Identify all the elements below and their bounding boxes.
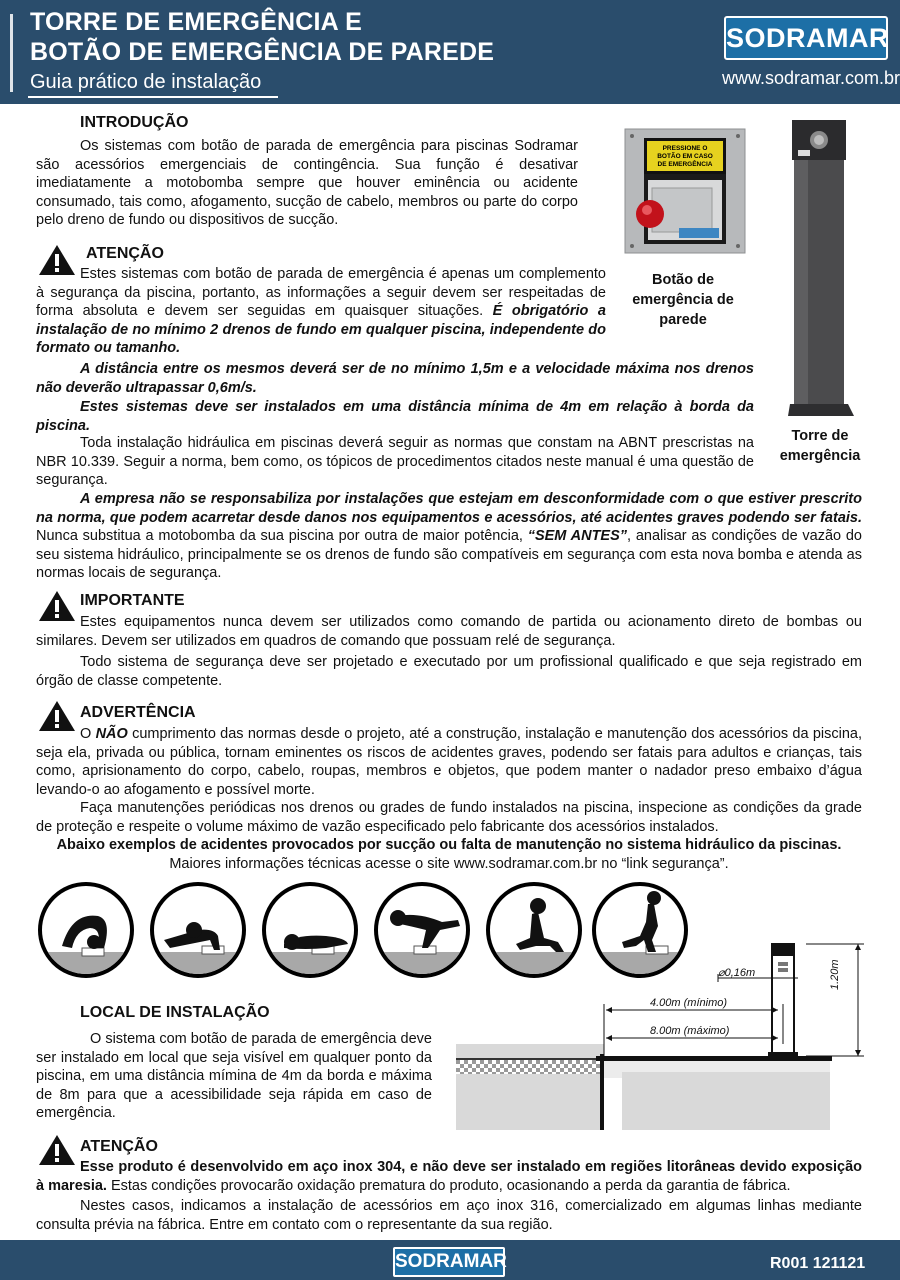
warning-paragraph-3 <box>36 836 862 873</box>
subtitle: Guia prático de instalação <box>30 71 262 93</box>
disclaimer-text: A empresa não se responsabiliza por instalações que estejam em desconformidade com o que estiver prescrito na norma, que podem acarretar desde danos nos equipamentos e acessórios, até acidentes graves podendo ser fatais. <box>36 491 862 526</box>
svg-text:BOTÃO EM CASO: BOTÃO EM CASO <box>657 153 713 160</box>
marine-exposure-text: Esse produto é desenvolvido em aço inox 304, e não deve ser instalado em regiões litorâneas devido exposição à maresia. <box>36 1159 862 1194</box>
min-distance-label: 4.00m (mínimo) <box>650 997 728 1009</box>
attention-bold-text: É obrigatório a instalação de no mínimo 2 drenos de fundo em qualquer piscina, independente do formato ou tamanho. <box>36 303 606 356</box>
attention-text: Estes sistemas com botão de parada de emergência é apenas um complemento à segurança da piscina, portanto, as informações a seguir devem ser respeitadas de forma absoluta e devem ser seguidas em quaisquer situações. <box>36 266 606 319</box>
warning-paragraph-1 <box>36 725 862 799</box>
attention-paragraph-4: Toda instalação hidráulica em piscinas deverá seguir as normas que constam na ABNT prescristas na NBR 10.339. Seguir a norma, bem como, os tópicos de procedimentos citados neste manual é uma questão de segurança. <box>36 435 754 488</box>
location-heading: LOCAL DE INSTALAÇÃO <box>80 1004 270 1021</box>
accident-illustration-2 <box>150 882 246 978</box>
sem-antes-text: “SEM ANTES” <box>527 528 628 544</box>
accident-examples-text: Abaixo exemplos de acidentes provocados por sucção ou falta de manutenção no sistema hidráulico da piscinas. <box>56 837 842 853</box>
warning-text-start: O <box>80 726 92 742</box>
important-paragraph-2: Todo sistema de segurança deve ser projetado e executado por um profissional qualificado e que seja registrado em órgão de classe competente. <box>36 654 862 689</box>
attention-heading: ATENÇÃO <box>86 245 164 262</box>
more-info-text: Maiores informações técnicas acesse o site www.sodramar.com.br no “link segurança”. <box>169 855 729 872</box>
motor-pump-text: Nunca substitua a motobomba da sua piscina por outra de maior potência, <box>36 528 523 544</box>
diameter-label: ⌀0,16m <box>718 967 756 979</box>
wall-button-caption: Botão de emergência de parede <box>632 272 734 328</box>
attention-paragraph-5 <box>36 490 862 583</box>
title-line-1: TORRE DE EMERGÊNCIA E <box>30 8 363 36</box>
footer-sodramar-logo: SODRAMAR <box>393 1247 505 1277</box>
location-text: O sistema com botão de parada de emergência deve ser instalado em local que seja visível em qualquer ponto da piscina, em uma distância mímina de 4m da borda e máxima de 8m para que a acessibilidade seja rápida em caso de emergência. <box>36 1031 432 1121</box>
warning-text: cumprimento das normas desde o projeto, até a construção, instalação e manutenção dos acessórios da piscina, seja ela, privada ou pública, tornam eminentes os riscos de acidentes graves, podendo ser fatais para adultos e crianças, tais como, aprisionamento do corpo, cabelo, roupas, membros e objetos, que podem manter o nadador preso embaixo d’água levando-o ao afogamento e possível morte. <box>36 726 863 798</box>
attention-2-paragraph-2: Nestes casos, indicamos a instalação de acessórios em aço inox 316, comercializado em algumas linhas mediante consulta prévia na fábrica. Entre em contato com o representante da sua região. <box>36 1198 862 1233</box>
accident-illustration-1 <box>38 882 134 978</box>
important-paragraph-1: Estes equipamentos nunca devem ser utilizados como comando de partida ou acionamento direto de bombas ou similares. Devem ser utilizados em quadros de comando que possuam relé de segurança. <box>36 614 862 649</box>
attention-2-paragraph-1 <box>36 1158 862 1195</box>
header-banner <box>0 0 900 104</box>
diameter-value: 0,16m <box>724 967 756 979</box>
subtitle-underline <box>28 96 278 98</box>
svg-text:PRESSIONE O: PRESSIONE O <box>662 145 708 152</box>
warning-paragraph-2: Faça manutenções periódicas nos drenos ou grades de fundo instalados na piscina, inspecione as condições da grade de proteção e respeite o volume máximo de vazão especificado pelo fabricante dos acessórios instalados. <box>36 800 862 835</box>
sodramar-logo: SODRAMAR <box>724 16 888 60</box>
oxidation-text: Estas condições provocarão oxidação prematura do produto, ocasionando a perda da garantia de fábrica. <box>110 1177 791 1194</box>
tower-caption: Torre de emergência <box>779 428 861 464</box>
document-code: R001 121121 <box>770 1255 866 1272</box>
attention-2-heading: ATENÇÃO <box>80 1138 158 1155</box>
important-heading: IMPORTANTE <box>80 592 185 609</box>
warning-heading: ADVERTÊNCIA <box>80 704 196 721</box>
intro-text: Os sistemas com botão de parada de emergência para piscinas Sodramar são acessórios emergenciais de contingência. Sua função é desativar imediatamente a motobomba sempre que houver eminência ou acidente consumado, tais como, afogamento, sucção de cabelo, membros ou parte do corpo pelo dreno de fundo ou dispositivos de sucção. <box>36 138 578 228</box>
emergency-tower-photo <box>788 118 858 418</box>
attention-paragraph-1 <box>36 265 606 358</box>
intro-heading: INTRODUÇÃO <box>80 114 189 131</box>
height-label: 1.20m <box>829 959 841 990</box>
accident-illustration-3 <box>262 882 358 978</box>
motor-pump-text-end: , analisar as condições de vazão do seu sistema hidráulico, principalmente se os drenos de fundo são compatíveis em segurança com esta nova bomba e atenda as normas locais de segurança. <box>36 528 862 581</box>
title-line-2: BOTÃO DE EMERGÊNCIA DE PAREDE <box>30 38 495 66</box>
wall-button-photo <box>624 128 746 254</box>
website-url: www.sodramar.com.br <box>722 68 900 88</box>
max-distance-label: 8.00m (máximo) <box>650 1025 730 1037</box>
svg-text:DE EMERGÊNCIA: DE EMERGÊNCIA <box>657 161 713 168</box>
header-accent-bar <box>10 14 13 92</box>
attention-paragraph-2: A distância entre os mesmos deverá ser de no mínimo 1,5m e a velocidade máxima nos drenos não deverão ultrapassar 0,6m/s. <box>36 361 754 396</box>
nao-emphasis: NÃO <box>95 726 128 742</box>
attention-paragraph-3: Estes sistemas deve ser instalados em uma distância mínima de 4m em relação à borda da piscina. <box>36 399 754 434</box>
